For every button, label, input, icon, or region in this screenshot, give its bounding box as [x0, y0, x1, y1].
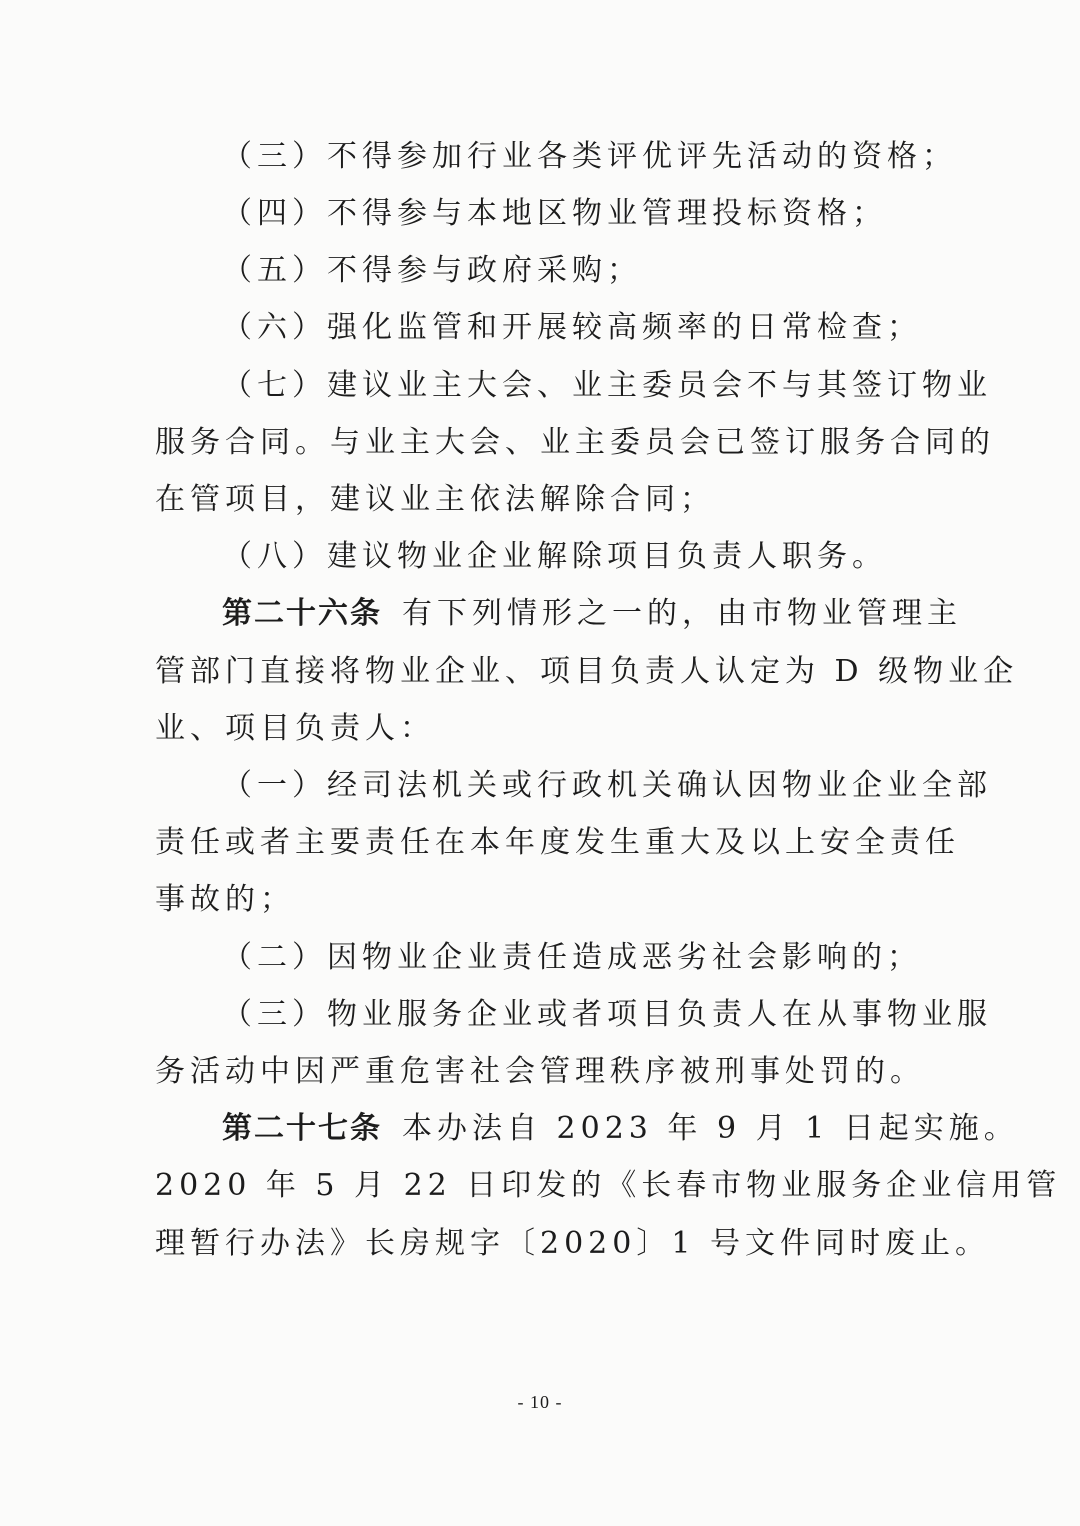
text-line: 责任或者主要责任在本年度发生重大及以上安全责任: [155, 825, 960, 860]
text-line: （六）强化监管和开展较高频率的日常检查；: [222, 310, 922, 345]
text-line: （八）建议物业企业解除项目负责人职务。: [222, 539, 887, 574]
text-line: 管部门直接将物业企业、项目负责人认定为 D 级物业企: [155, 654, 1019, 689]
text-line: （七）建议业主大会、业主委员会不与其签订物业: [222, 368, 992, 403]
text-line: 事故的；: [155, 882, 295, 917]
text-line: （三）物业服务企业或者项目负责人在从事物业服: [222, 997, 992, 1032]
article-27-heading-line: [222, 1109, 1019, 1149]
text-line: （一）经司法机关或行政机关确认因物业企业全部: [222, 768, 992, 803]
text-line: 2020 年 5 月 22 日印发的《长春市物业服务企业信用管: [155, 1168, 1062, 1203]
text-line: 理暂行办法》长房规字〔2020〕1 号文件同时废止。: [155, 1226, 990, 1261]
text-line: （四）不得参与本地区物业管理投标资格；: [222, 196, 887, 231]
article-number: 第二十七条: [222, 1111, 382, 1146]
article-26-heading-line: [222, 594, 962, 634]
text-span: 本办法自 2023 年 9 月 1 日起实施。: [402, 1111, 1019, 1146]
text-line: 服务合同。与业主大会、业主委员会已签订服务合同的: [155, 425, 995, 460]
text-span: 有下列情形之一的，由市物业管理主: [402, 596, 962, 631]
page-number: - 10 -: [517, 1392, 563, 1412]
text-line: 务活动中因严重危害社会管理秩序被刑事处罚的。: [155, 1054, 925, 1089]
text-line: （三）不得参加行业各类评优评先活动的资格；: [222, 139, 957, 174]
article-number: 第二十六条: [222, 596, 382, 631]
text-line: （五）不得参与政府采购；: [222, 253, 642, 288]
text-line: 业、项目负责人：: [155, 711, 435, 746]
text-line: （二）因物业企业责任造成恶劣社会影响的；: [222, 940, 922, 975]
text-line: 在管项目，建议业主依法解除合同；: [155, 482, 715, 517]
